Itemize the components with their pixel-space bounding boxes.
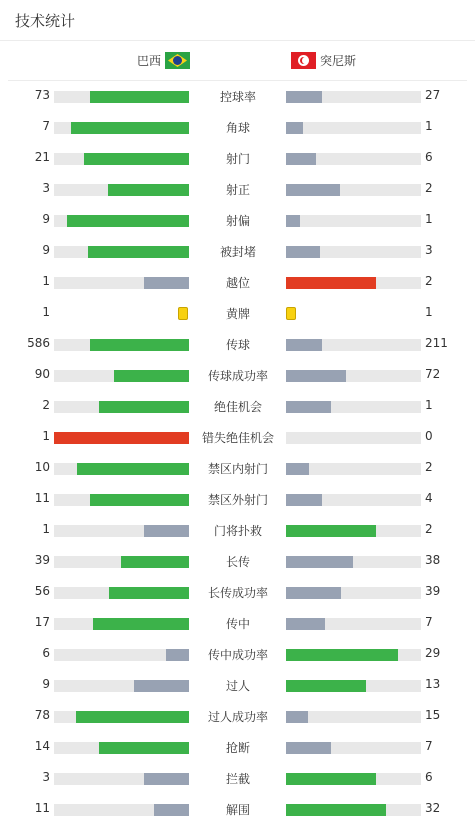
stat-row [0,670,475,701]
away-bar-track [286,525,421,537]
stat-row [0,701,475,732]
away-bar-fill [286,556,353,568]
away-bar-fill [286,618,325,630]
home-bar-fill [84,153,189,165]
away-bar-fill [286,711,308,723]
home-bar-fill [109,587,189,599]
away-value: 4 [425,491,433,505]
away-bar-track [286,277,421,289]
stat-label: 控球率 [219,90,256,104]
stat-row [0,236,475,267]
home-bar-fill [77,463,189,475]
home-bar-fill [90,91,189,103]
away-bar-track [286,339,421,351]
away-bar-fill [286,649,398,661]
brazil-flag-icon [165,52,190,69]
home-bar-fill [144,277,189,289]
home-value: 1 [42,274,50,288]
home-bar-fill [99,742,189,754]
home-value: 1 [42,429,50,443]
home-bar-track [54,339,189,351]
stat-label: 拦截 [225,772,250,786]
away-bar-fill [286,339,322,351]
stat-row [0,515,475,546]
home-value: 586 [27,336,50,350]
away-value: 211 [425,336,448,350]
stat-label: 传中成功率 [207,648,268,662]
home-bar-track [54,804,189,816]
away-bar-track [286,587,421,599]
home-value: 17 [34,615,50,629]
home-bar-track [54,215,189,227]
home-bar-fill [154,804,189,816]
away-value: 2 [425,181,433,195]
stat-row [0,732,475,763]
home-bar-fill [93,618,189,630]
home-bar-fill [166,649,189,661]
home-bar-track [54,587,189,599]
stat-label: 绝佳机会 [213,400,262,414]
away-bar-fill [286,587,341,599]
home-bar-track [54,370,189,382]
away-bar-track [286,556,421,568]
away-bar-fill [286,215,300,227]
home-yellow-card-icon [178,307,188,320]
away-team-name: 突尼斯 [320,54,357,68]
stat-label: 长传成功率 [207,586,268,600]
away-value: 1 [425,212,433,226]
stat-row [0,608,475,639]
away-team [291,52,356,69]
stat-row [0,453,475,484]
home-bar-track [54,525,189,537]
home-bar-fill [99,401,189,413]
home-value: 3 [42,181,50,195]
away-bar-fill [286,804,386,816]
away-bar-fill [286,277,376,289]
away-bar-fill [286,773,376,785]
stat-row [0,298,475,329]
away-bar-fill [286,525,376,537]
home-value: 21 [34,150,50,164]
away-bar-track [286,122,421,134]
away-value: 72 [425,367,441,381]
away-value: 15 [425,708,441,722]
home-value: 7 [42,119,50,133]
stat-row [0,422,475,453]
home-bar-track [54,277,189,289]
stat-row [0,112,475,143]
away-bar-track [286,494,421,506]
stat-row [0,484,475,515]
away-value: 1 [425,305,433,319]
home-bar-track [54,742,189,754]
home-value: 2 [42,398,50,412]
away-bar-track [286,649,421,661]
home-value: 11 [34,801,50,815]
home-bar-track [54,432,189,444]
away-bar-fill [286,401,331,413]
home-bar-fill [71,122,189,134]
away-value: 6 [425,150,433,164]
home-value: 78 [34,708,50,722]
home-bar-track [54,401,189,413]
stat-label: 射偏 [225,214,250,228]
away-value: 27 [425,88,441,102]
away-value: 2 [425,460,433,474]
stat-label: 抢断 [225,741,250,755]
away-value: 1 [425,398,433,412]
stat-label: 传中 [225,617,250,631]
away-bar-fill [286,153,316,165]
stat-row [0,577,475,608]
away-bar-fill [286,680,366,692]
home-bar-track [54,556,189,568]
stat-label: 门将扑救 [213,524,262,538]
home-bar-fill [90,339,189,351]
away-bar-track [286,711,421,723]
home-bar-fill [144,525,189,537]
away-bar-fill [286,463,309,475]
away-bar-track [286,463,421,475]
home-value: 3 [42,770,50,784]
away-value: 38 [425,553,441,567]
away-bar-track [286,773,421,785]
stats-header [0,0,475,41]
stat-row [0,81,475,112]
away-value: 7 [425,615,433,629]
stat-row [0,794,475,825]
stat-label: 禁区外射门 [207,493,268,507]
stat-row [0,360,475,391]
stat-row [0,267,475,298]
away-bar-track [286,742,421,754]
home-bar-fill [144,773,189,785]
tunisia-flag-icon [291,52,316,69]
home-bar-fill [54,432,189,444]
home-value: 14 [34,739,50,753]
stat-row [0,763,475,794]
page-title: 技术统计 [15,11,76,30]
home-bar-track [54,680,189,692]
stat-row [0,546,475,577]
stat-label: 长传 [225,555,250,569]
stat-label: 被封堵 [219,245,256,259]
away-value: 29 [425,646,441,660]
stats-list [0,81,475,825]
home-bar-fill [134,680,189,692]
stat-label: 过人成功率 [207,710,268,724]
away-bar-track [286,215,421,227]
away-bar-fill [286,91,322,103]
stat-label: 传球 [225,338,250,352]
away-bar-fill [286,370,346,382]
home-bar-track [54,463,189,475]
away-value: 6 [425,770,433,784]
away-value: 7 [425,739,433,753]
home-bar-fill [108,184,189,196]
away-bar-track [286,618,421,630]
stat-label: 射正 [225,183,250,197]
stat-row [0,143,475,174]
stat-label: 射门 [225,152,250,166]
away-bar-track [286,91,421,103]
away-bar-track [286,370,421,382]
away-bar-track [286,804,421,816]
away-bar-track [286,246,421,258]
home-value: 56 [34,584,50,598]
away-bar-track [286,153,421,165]
home-bar-track [54,246,189,258]
home-value: 10 [34,460,50,474]
away-bar-track [286,680,421,692]
home-bar-fill [76,711,189,723]
away-value: 39 [425,584,441,598]
away-bar-fill [286,184,340,196]
stat-label: 禁区内射门 [207,462,268,476]
home-bar-track [54,184,189,196]
stat-label: 传球成功率 [207,369,268,383]
away-bar-track [286,184,421,196]
stat-label: 角球 [225,121,250,135]
home-bar-track [54,773,189,785]
home-value: 73 [34,88,50,102]
home-value: 6 [42,646,50,660]
stat-label: 越位 [225,276,250,290]
away-value: 2 [425,274,433,288]
away-value: 13 [425,677,441,691]
away-bar-fill [286,494,322,506]
stat-label: 错失绝佳机会 [201,431,274,445]
away-bar-fill [286,122,303,134]
stat-row [0,174,475,205]
teams-row [8,41,467,81]
stat-label: 解围 [225,803,250,817]
home-bar-fill [114,370,189,382]
stat-row [0,639,475,670]
home-value: 1 [42,305,50,319]
away-yellow-card-icon [286,307,296,320]
away-bar-fill [286,246,320,258]
away-bar-track [286,432,421,444]
home-value: 9 [42,212,50,226]
home-bar-track [54,153,189,165]
home-value: 90 [34,367,50,381]
home-team [137,52,190,69]
home-bar-track [54,91,189,103]
away-value: 2 [425,522,433,536]
away-value: 0 [425,429,433,443]
home-bar-fill [90,494,189,506]
home-bar-track [54,649,189,661]
home-bar-track [54,711,189,723]
home-value: 9 [42,243,50,257]
home-bar-fill [88,246,189,258]
stat-row [0,391,475,422]
home-team-name: 巴西 [136,54,161,68]
away-bar-fill [286,742,331,754]
home-bar-fill [121,556,189,568]
away-value: 1 [425,119,433,133]
home-bar-track [54,618,189,630]
home-bar-fill [67,215,189,227]
away-value: 3 [425,243,433,257]
home-value: 1 [42,522,50,536]
away-bar-track [286,401,421,413]
away-value: 32 [425,801,441,815]
stat-label: 黄牌 [225,307,250,321]
home-value: 11 [34,491,50,505]
home-value: 9 [42,677,50,691]
home-bar-track [54,122,189,134]
stat-label: 过人 [225,679,250,693]
home-bar-track [54,494,189,506]
home-value: 39 [34,553,50,567]
stat-row [0,205,475,236]
stat-row [0,329,475,360]
